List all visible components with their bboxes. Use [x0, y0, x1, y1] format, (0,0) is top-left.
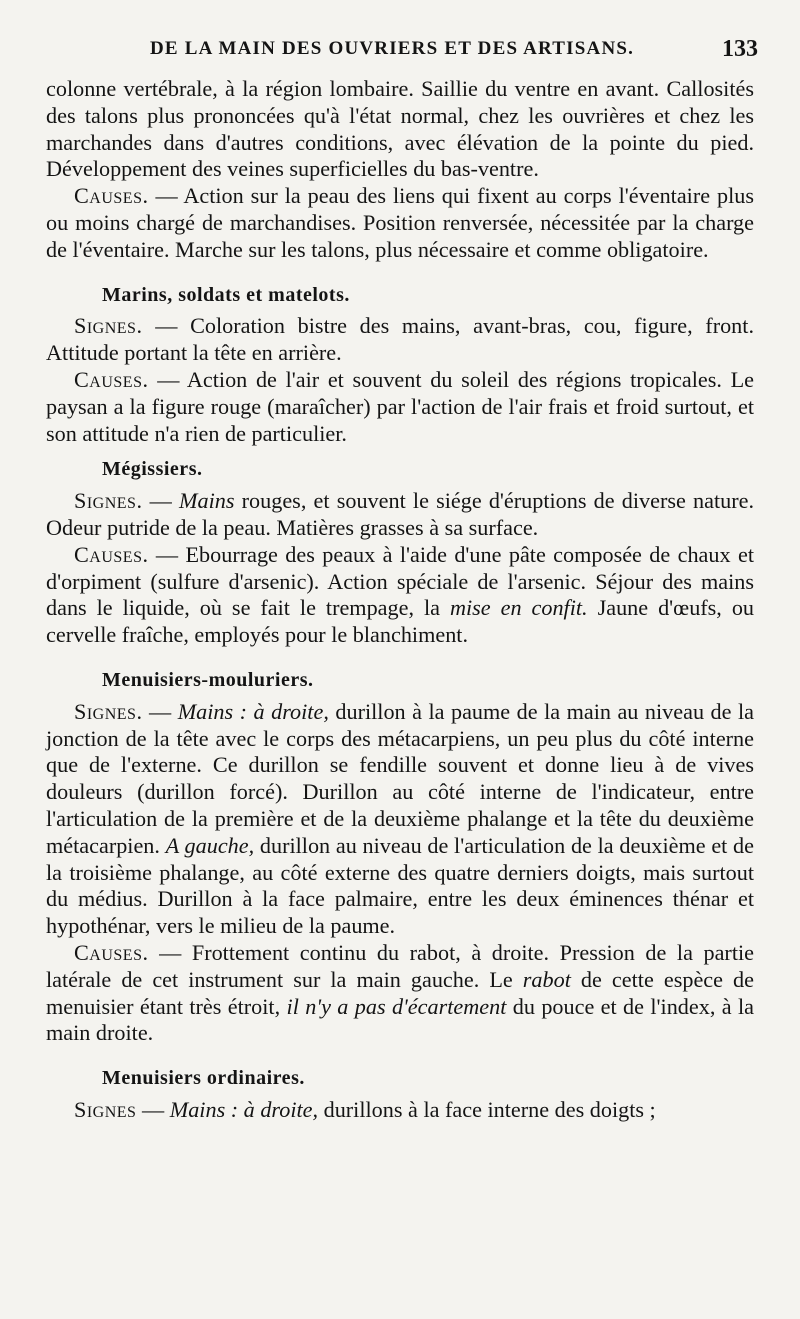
text-run: —: [142, 698, 178, 724]
section-heading: Mégissiers.: [102, 458, 203, 481]
paragraph-label: Signes: [74, 1096, 137, 1122]
text-run: rouges, et souvent le siége d'éruptions de diverse nature. Odeur putride de la peau. Matières grasses à sa surface.: [46, 488, 755, 540]
paragraph: [46, 940, 754, 1047]
text-run: — Action sur la peau des liens qui fixent au corps l'éventaire plus ou moins chargé de marchandises. Position renversée, nécessitée par la charge de l'éventaire. Marche sur les talons, plus nécessaire et comme obligatoire.: [46, 183, 754, 262]
paragraph: [46, 313, 754, 367]
running-head: [46, 36, 758, 76]
italic-text: Mains: [179, 488, 235, 514]
section-heading: Menuisiers-mouluriers.: [102, 668, 314, 691]
text-run: — Ebourrage des peaux à l'aide d'une pâte composée de chaux et d'orpiment (sulfure d'arsenic). Action spéciale de l'arsenic. Séjour des mains dans le liquide, où se fait le trempage, la: [46, 541, 754, 621]
body-text: [46, 76, 754, 1124]
italic-text: il n'y a pas d'écartement: [286, 993, 507, 1019]
page-number: 133: [722, 36, 758, 62]
text-run: —: [136, 1096, 170, 1122]
text-run: colonne vertébrale, à la région lombaire. Saillie du ventre en avant. Callosités des talons plus prononcées qu'à l'état normal, chez les ouvrières et chez les marchandes dans d'autres conditions, avec élévation de la pointe du pied. Développement des veines superficielles du bas-ventre.: [46, 76, 754, 182]
paragraph: [46, 488, 754, 542]
text-run: du pouce et de l'index, à la main droite.: [46, 993, 754, 1046]
italic-text: A gauche,: [165, 832, 255, 858]
paragraph-label: Signes.: [74, 488, 143, 514]
section-heading: Marins, soldats et matelots.: [102, 283, 350, 306]
section-heading: Menuisiers ordinaires.: [102, 1067, 305, 1090]
running-title: DE LA MAIN DES OUVRIERS ET DES ARTISANS.: [150, 38, 635, 59]
text-run: —: [142, 488, 180, 514]
text-run: Jaune d'œufs, ou cervelle fraîche, employés pour le blanchiment.: [46, 595, 755, 648]
paragraph: [46, 699, 754, 940]
italic-text: Mains : à droite,: [177, 698, 329, 724]
text-run: — Action de l'air et souvent du soleil des régions tropicales. Le paysan a la figure rouge (maraîcher) par l'action de l'air frais et froid surtout, et son attitude n'a rien de particulier.: [46, 366, 754, 446]
text-run: durillon au niveau de l'articulation de la deuxième et de la troisième phalange, au côté externe des quatre derniers doigts, mais surtout du médius. Durillon à la face palmaire, entre les deux éminences thénar et hypothénar, vers le milieu de la paume.: [46, 832, 754, 939]
text-run: — Frottement continu du rabot, à droite. Pression de la partie latérale de cet instrument sur la main gauche. Le: [46, 939, 754, 992]
paragraph: [46, 1097, 754, 1124]
paragraph-label: Causes.: [74, 939, 149, 965]
italic-text: Mains : à droite,: [169, 1096, 319, 1122]
text-run: — Coloration bistre des mains, avant-bras, cou, figure, front. Attitude portant la tête en arrière.: [46, 313, 754, 366]
paragraph: [46, 367, 754, 447]
paragraph: [46, 542, 754, 649]
text-run: durillon à la paume de la main au niveau de la jonction de la tête avec le corps des métacarpiens, un peu plus du côté interne que de l'externe. Ce durillon se fendille souvent et donne lieu à de vives douleurs (durillon forcé). Durillon au côté interne de l'indicateur, entre l'articulation de la première et de la deuxième phalange et la tête du deuxième métacarpien.: [46, 698, 754, 858]
paragraph-label: Signes.: [74, 698, 143, 724]
paragraph: [46, 183, 754, 263]
paragraph-label: Causes.: [74, 541, 149, 567]
paragraph-label: Causes.: [74, 366, 149, 392]
paragraph-label: Signes.: [74, 313, 143, 339]
italic-text: mise en confit.: [449, 595, 588, 621]
paragraph: [46, 76, 754, 183]
text-run: de cette espèce de menuisier étant très étroit,: [46, 966, 754, 1019]
paragraph-label: Causes.: [74, 183, 149, 209]
text-run: durillons à la face interne des doigts ;: [318, 1096, 656, 1122]
italic-text: rabot: [522, 966, 571, 992]
